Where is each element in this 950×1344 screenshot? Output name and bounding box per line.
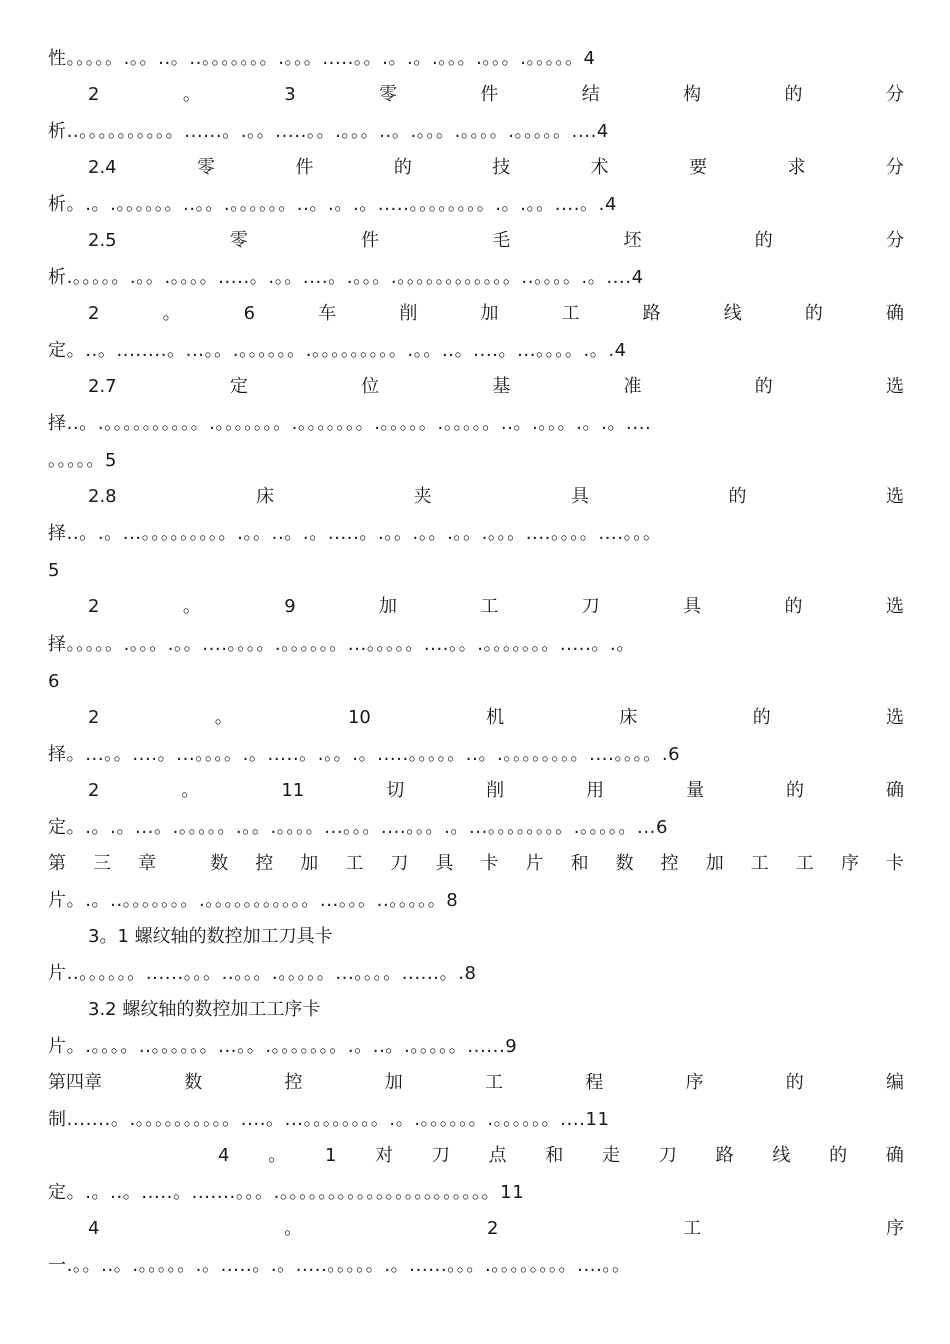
toc-word: 2.7	[88, 376, 117, 397]
toc-word: 件	[295, 157, 314, 178]
toc-word: 确	[885, 780, 904, 801]
toc-line: 片..。。。。。。......。。。..。。。.。。。。。...。。。。......。.8	[48, 963, 477, 984]
toc-word: 的	[754, 376, 773, 397]
toc-word: 的	[804, 303, 823, 324]
toc-word: 加	[384, 1072, 403, 1093]
toc-word: 工	[683, 1218, 702, 1239]
toc-line: 择。...。。....。...。。。。.。.....。.。。.。.....。。。。。..。.。。。。。。。。....。。。。.6	[48, 744, 681, 765]
toc-word: 用	[586, 780, 605, 801]
toc-word: 2.8	[88, 486, 117, 507]
toc-word: 刀	[390, 853, 409, 874]
toc-word: 的	[785, 1072, 804, 1093]
toc-line: 择。。。。。.。。。.。。....。。。。.。。。。。。...。。。。。....。。.。。。。。。。.....。.。	[48, 634, 635, 655]
toc-line: 一.。。..。.。。。。。.。.....。.。.....。。。。。.。......。。。.。。。。。。。。....。。	[48, 1255, 631, 1276]
toc-word: 选	[885, 596, 904, 617]
toc-word: 卡	[480, 853, 499, 874]
toc-word: 确	[886, 303, 904, 324]
toc-word: 工	[345, 853, 364, 874]
toc-word: 走	[602, 1145, 621, 1166]
toc-line: 片。.。..。。。。。。。.。。。。。。。。。。。...。。。..。。。。。8	[48, 890, 459, 911]
toc-word: 4	[88, 1218, 100, 1239]
toc-word: 件	[480, 84, 499, 105]
toc-word: 位	[361, 376, 380, 397]
toc-word: 加	[480, 303, 499, 324]
toc-word: 毛	[492, 230, 511, 251]
toc-line	[0, 1214, 950, 1244]
toc-line	[0, 703, 950, 733]
toc-word: 片	[525, 853, 544, 874]
toc-word: 选	[885, 376, 904, 397]
toc-line	[0, 849, 950, 879]
toc-word: 的	[784, 596, 803, 617]
toc-word: 工	[750, 853, 769, 874]
toc-word: 工	[480, 596, 499, 617]
toc-word: 夹	[413, 486, 432, 507]
toc-word: 量	[686, 780, 705, 801]
toc-word: 削	[486, 780, 505, 801]
toc-word: 控	[255, 853, 274, 874]
toc-word: 分	[885, 157, 904, 178]
toc-word: 具	[683, 596, 702, 617]
toc-word: 的	[393, 157, 412, 178]
toc-line	[0, 1068, 950, 1098]
toc-line: 择..。.。。。。。。。。。。.。。。。。。。.。。。。。。。.。。。。。.。。。。。..。.。。。.。.。....	[48, 413, 652, 434]
toc-word: 分	[885, 84, 904, 105]
toc-word: 序	[885, 1218, 904, 1239]
toc-word: 章	[138, 853, 157, 874]
toc-word: 三	[93, 853, 112, 874]
toc-word: 确	[885, 1145, 904, 1166]
toc-word: 件	[361, 230, 380, 251]
toc-word: 路	[642, 303, 661, 324]
toc-word: 加	[379, 596, 398, 617]
toc-word: 车	[318, 303, 337, 324]
toc-word: 加	[705, 853, 724, 874]
toc-line: 性。。。。。.。。..。..。。。。。。。.。。。.....。。.。.。.。。。.。。。.。。。。。4	[48, 48, 596, 69]
toc-word: 6	[243, 303, 256, 324]
toc-word: 。	[214, 707, 233, 728]
toc-word: 刀	[431, 1145, 450, 1166]
toc-line	[0, 482, 950, 512]
toc-word: 。	[181, 780, 200, 801]
toc-word: 。	[268, 1145, 287, 1166]
toc-line	[0, 776, 950, 806]
toc-word: 工	[485, 1072, 503, 1093]
toc-word: 具	[435, 853, 454, 874]
toc-line: 析.。。。。。.。。.。。。。.....。.。。....。.。。。.。。。。。。。。。。。。..。。。。.。....4	[48, 267, 644, 288]
toc-word: 准	[623, 376, 642, 397]
toc-word: 求	[787, 157, 806, 178]
toc-word: 要	[689, 157, 708, 178]
toc-word: 坯	[623, 230, 642, 251]
toc-word: 1	[324, 1145, 337, 1166]
toc-word: 零	[229, 230, 248, 251]
toc-word: 的	[752, 707, 771, 728]
toc-word: 工	[561, 303, 580, 324]
toc-line: 3.2 螺纹轴的数控加工工序卡	[88, 999, 321, 1020]
toc-word: 。	[182, 84, 201, 105]
toc-word: 控	[284, 1072, 303, 1093]
toc-word: 分	[885, 230, 904, 251]
toc-word: 。	[162, 303, 181, 324]
toc-word: 线	[723, 303, 742, 324]
toc-word: 床	[256, 486, 275, 507]
toc-word: 9	[284, 596, 296, 617]
toc-line	[0, 153, 950, 183]
toc-word: 3	[284, 84, 296, 105]
toc-word: 编	[886, 1072, 904, 1093]
toc-word: 和	[570, 853, 589, 874]
toc-word: 定	[229, 376, 248, 397]
toc-word: 2.4	[88, 157, 117, 178]
toc-word: 10	[347, 707, 371, 728]
toc-line	[0, 372, 950, 402]
toc-word: 结	[581, 84, 600, 105]
toc-line: 5	[48, 560, 60, 581]
toc-word: 序	[685, 1072, 704, 1093]
toc-line: 3。1 螺纹轴的数控加工刀具卡	[88, 926, 333, 947]
toc-word: 。	[284, 1218, 303, 1239]
toc-line: 定。..。........。...。。.。。。。。。.。。。。。。。。。.。。..。....。...。。。。.。.4	[48, 340, 627, 361]
toc-word: 。	[182, 596, 201, 617]
toc-line: 6	[48, 671, 60, 692]
toc-line: 制.......。.。。。。。。。。。。....。...。。。。。。。。.。.。。。。。。.。。。。。。....11	[48, 1109, 610, 1130]
toc-line	[0, 299, 950, 329]
toc-word: 2.5	[88, 230, 117, 251]
toc-word: 构	[683, 84, 702, 105]
toc-word: 路	[715, 1145, 734, 1166]
toc-line: 。。。。。5	[48, 450, 118, 471]
toc-word: 技	[492, 157, 511, 178]
toc-word: 工	[795, 853, 814, 874]
toc-line: 析..。。。。。。。。。。......。.。。.....。。.。。。..。.。。。.。。。。.。。。。。....4	[48, 121, 609, 142]
toc-line	[0, 80, 950, 110]
toc-word: 2	[486, 1218, 499, 1239]
toc-word: 第四章	[48, 1072, 102, 1093]
toc-word: 2	[88, 780, 100, 801]
toc-word: 刀	[658, 1145, 677, 1166]
toc-word: 削	[399, 303, 418, 324]
toc-word: 点	[488, 1145, 507, 1166]
toc-word: 4	[218, 1145, 230, 1166]
toc-word: 2	[88, 596, 100, 617]
toc-word: 切	[386, 780, 405, 801]
toc-word: 数	[615, 853, 634, 874]
toc-line: 析。.。.。。。。。。..。。.。。。。。。..。.。.。.....。。。。。。。。.。.。。....。.4	[48, 194, 618, 215]
toc-word: 的	[829, 1145, 848, 1166]
toc-word: 刀	[581, 596, 600, 617]
toc-line: 择..。.。...。。。。。。。。。.。。..。.。.....。.。。.。。.。。.。。。....。。。。....。。。	[48, 523, 662, 544]
toc-word: 数	[210, 853, 229, 874]
toc-line	[0, 1141, 950, 1171]
toc-line: 片。.。。。。..。。。。。。...。。.。。。。。。。.。..。.。。。。。......9	[48, 1036, 518, 1057]
toc-word: 具	[571, 486, 590, 507]
toc-word: 的	[784, 84, 803, 105]
toc-word: 程	[585, 1072, 604, 1093]
toc-word: 数	[184, 1072, 203, 1093]
toc-word: 序	[840, 853, 859, 874]
toc-word: 选	[885, 486, 904, 507]
toc-line	[0, 592, 950, 622]
toc-word: 床	[619, 707, 638, 728]
toc-word: 基	[492, 376, 511, 397]
toc-word: 2	[88, 707, 100, 728]
toc-word: 的	[754, 230, 773, 251]
toc-word: 11	[281, 780, 305, 801]
toc-word: 加	[300, 853, 319, 874]
toc-word: 机	[486, 707, 505, 728]
toc-word: 的	[728, 486, 747, 507]
toc-word: 第	[48, 853, 66, 874]
toc-word: 控	[660, 853, 679, 874]
toc-word: 2	[88, 303, 100, 324]
toc-word: 2	[88, 84, 100, 105]
toc-line: 定。.。..。.....。.......。。。.。。。。。。。。。。。。。。。。。。。。。。11	[48, 1182, 525, 1203]
toc-line	[0, 226, 950, 256]
toc-word: 零	[379, 84, 398, 105]
toc-word: 和	[545, 1145, 564, 1166]
toc-word: 术	[590, 157, 609, 178]
toc-word: 选	[885, 707, 904, 728]
toc-word: 线	[772, 1145, 791, 1166]
toc-word: 零	[197, 157, 216, 178]
toc-line: 定。.。.。...。.。。。。。.。。.。。。。...。。。....。。。.。...。。。。。。。。.。。。。。...6	[48, 817, 669, 838]
toc-word: 的	[786, 780, 805, 801]
toc-word: 卡	[885, 853, 904, 874]
toc-word: 对	[375, 1145, 394, 1166]
